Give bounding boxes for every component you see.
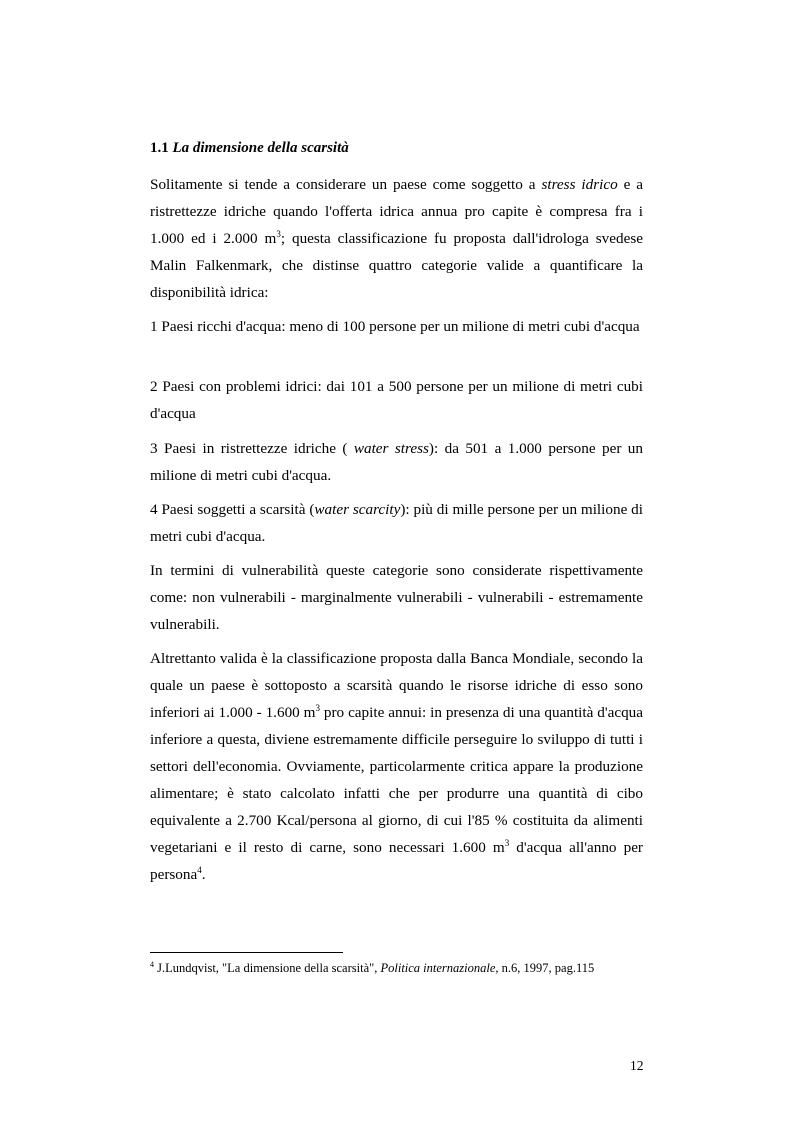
category-4 xyxy=(150,496,643,550)
section-heading xyxy=(150,140,349,157)
footnote-number: 4 xyxy=(150,959,154,969)
intro-emphasis: stress idrico xyxy=(541,176,618,193)
footnote-separator xyxy=(150,952,343,953)
world-bank-paragraph xyxy=(150,645,643,888)
section-number: 1.1 xyxy=(150,140,169,156)
world-bank-text-4: . xyxy=(201,866,206,883)
category-4-text-2: ): più di mille persone per un milione di metri cubi d'acqua. xyxy=(150,501,643,545)
world-bank-text-2: pro capite annui: in presenza di una quantità d'acqua inferiore a questa, diviene estremamente difficile perseguire lo sviluppo di tutti i settori dell'economia. Ovviamente, particolarmente critica appare la produzione alimentare; è stato calcolato infatti che per produrre una quantità di cibo equivalente a 2.700 Kcal/persona al giorno, di cui l'85 % costituita da alimenti vegetariani e il resto di carne, sono necessari 1.600 m xyxy=(150,704,643,856)
category-1: 1 Paesi ricchi d'acqua: meno di 100 persone per un milione di metri cubi d'acqua xyxy=(150,318,640,335)
category-3 xyxy=(150,435,643,489)
category-3-text-2: ): da 501 a 1.000 persone per un milione di metri cubi d'acqua. xyxy=(150,440,643,484)
intro-text-3: ; questa classificazione fu proposta dall'idrologa svedese Malin Falkenmark, che distinse quattro categorie valide a quantificare la disponibilità idrica: xyxy=(150,230,643,301)
category-2: 2 Paesi con problemi idrici: dai 101 a 500 persone per un milione di metri cubi d'acqua xyxy=(150,378,643,422)
intro-superscript: 3 xyxy=(276,228,281,239)
intro-paragraph xyxy=(150,171,643,306)
footnote-emphasis: Politica internazionale xyxy=(380,961,496,975)
category-4-text-1: 4 Paesi soggetti a scarsità ( xyxy=(150,501,315,518)
vulnerability-paragraph: In termini di vulnerabilità queste categorie sono considerate rispettivamente come: non vulnerabili - marginalmente vulnerabili - vulnerabili - estremamente vulnerabili. xyxy=(150,562,643,633)
footnote-text-1: J.Lundqvist, "La dimensione della scarsità", xyxy=(154,961,381,975)
world-bank-text-1: Altrettanto valida è la classificazione proposta dalla Banca Mondiale, secondo la quale un paese è sottoposto a scarsità quando le risorse idriche di esso sono inferiori ai 1.000 - 1.600 m xyxy=(150,650,643,721)
category-3-text-1: 3 Paesi in ristrettezze idriche ( xyxy=(150,440,354,457)
world-bank-superscript-2: 3 xyxy=(504,837,510,848)
category-4-emphasis: water scarcity xyxy=(314,501,401,518)
category-3-emphasis: water stress xyxy=(353,440,429,457)
world-bank-superscript-1: 3 xyxy=(315,702,320,713)
world-bank-text-3: d'acqua all'anno per persona xyxy=(150,839,643,883)
footnote-text-2: , n.6, 1997, pag.115 xyxy=(495,961,595,975)
intro-text-1: Solitamente si tende a considerare un paese come soggetto a xyxy=(150,176,542,193)
intro-text-2: e a ristrettezze idriche quando l'offerta idrica annua pro capite è compresa fra i 1.000 ed i 2.000 m xyxy=(150,176,643,247)
footnote-reference: 4 xyxy=(197,864,202,875)
footnote xyxy=(150,960,670,976)
page-number: 12 xyxy=(630,1058,644,1073)
section-title: La dimensione della scarsità xyxy=(172,140,349,156)
